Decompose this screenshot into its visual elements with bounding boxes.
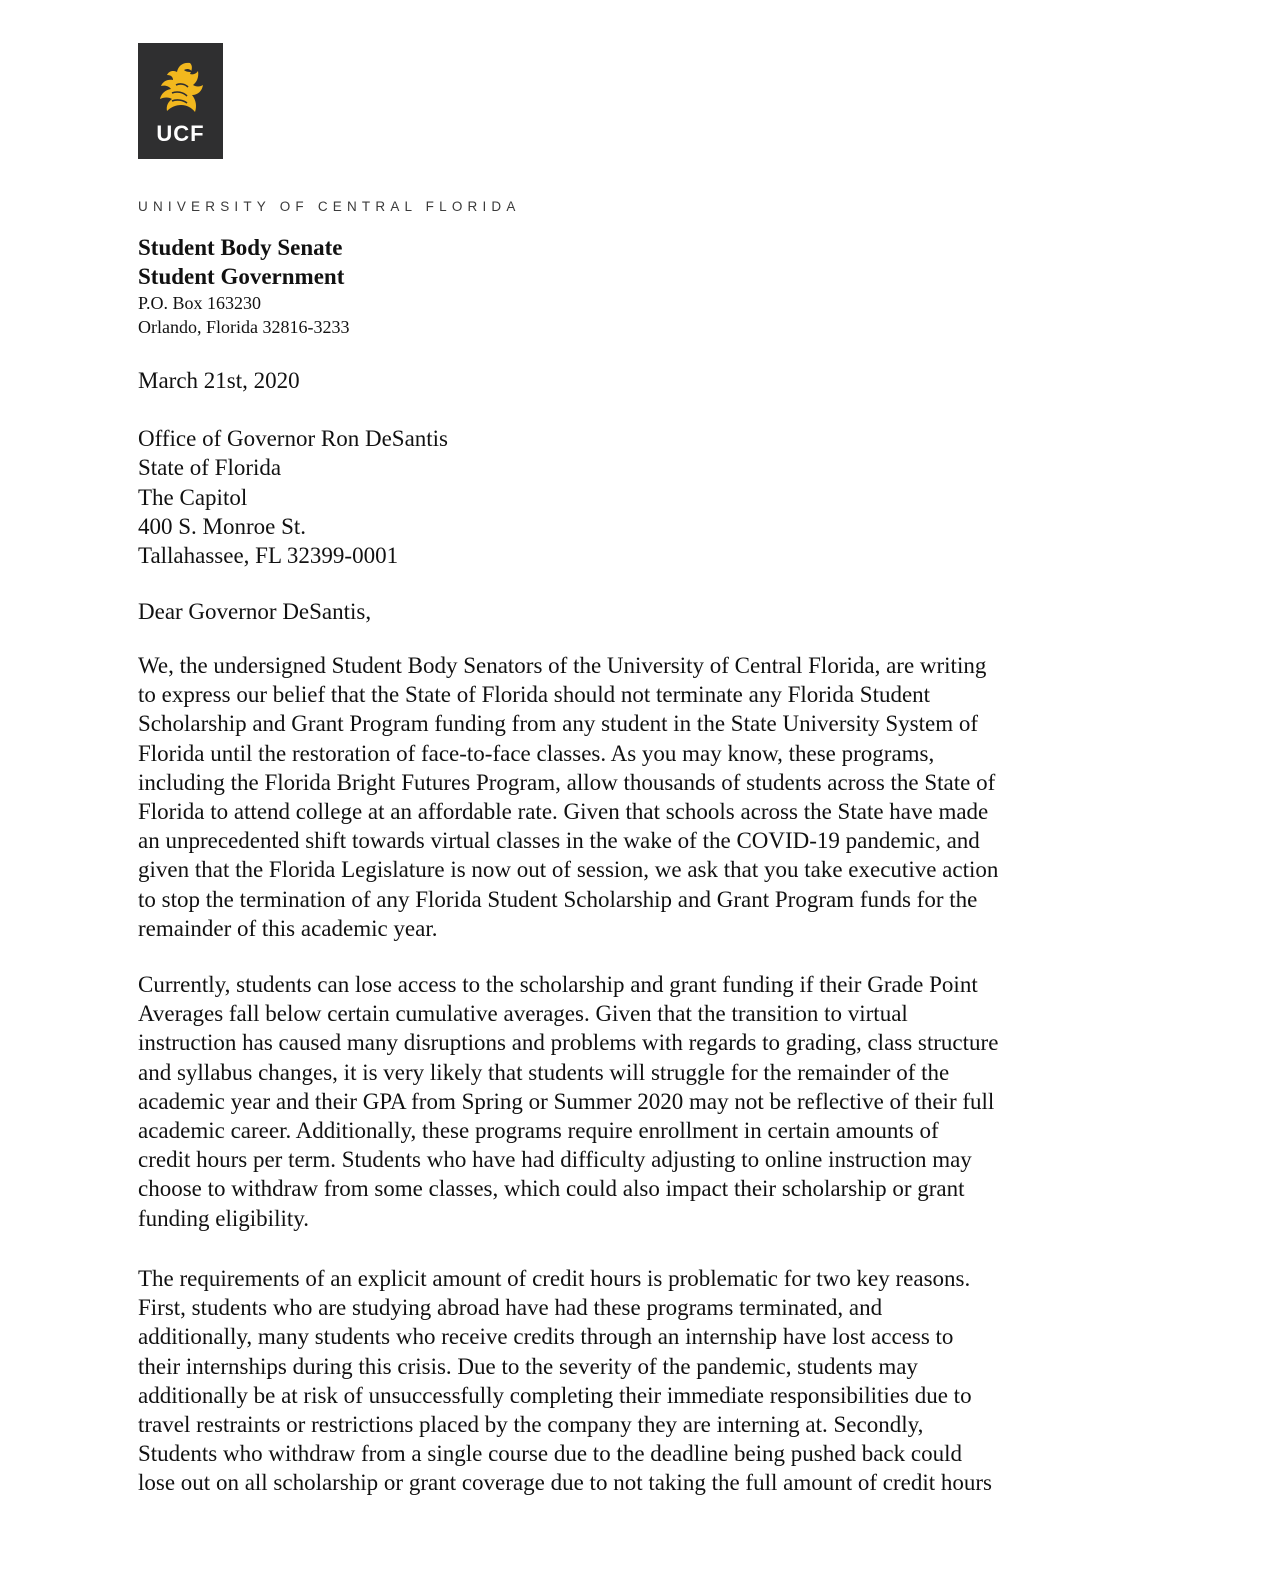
recipient-line-1: Office of Governor Ron DeSantis <box>138 426 449 451</box>
body-paragraph-3 <box>138 1264 1098 1498</box>
logo-text: UCF <box>156 121 205 146</box>
ucf-logo <box>138 43 223 159</box>
pegasus-icon <box>150 57 212 117</box>
sender-block <box>138 233 349 339</box>
paragraph-line: funding eligibility. <box>138 1205 309 1231</box>
paragraph-line: instruction has caused many disruptions and problems with regards to grading, class structure <box>138 1030 999 1056</box>
body-paragraph-1 <box>138 651 1098 943</box>
salutation: Dear Governor DeSantis, <box>138 599 372 624</box>
paragraph-line: Averages fall below certain cumulative averages. Given that the transition to virtual <box>138 1001 908 1027</box>
letter-date: March 21st, 2020 <box>138 368 300 393</box>
paragraph-line: given that the Florida Legislature is now out of session, we ask that you take executive action <box>138 857 999 883</box>
paragraph-line: Scholarship and Grant Program funding from any student in the State University System of <box>138 711 979 737</box>
paragraph-line: academic year and their GPA from Spring or Summer 2020 may not be reflective of their full <box>138 1088 995 1114</box>
paragraph-line: The requirements of an explicit amount of credit hours is problematic for two key reasons. <box>138 1266 971 1291</box>
paragraph-line: to express our belief that the State of Florida should not terminate any Florida Student <box>138 682 931 708</box>
sender-address-1: P.O. Box 163230 <box>138 293 262 313</box>
paragraph-line: additionally be at risk of unsuccessfully completing their immediate responsibilities due to <box>138 1382 972 1408</box>
university-name: UNIVERSITY OF CENTRAL FLORIDA <box>138 199 521 214</box>
sender-address-2: Orlando, Florida 32816-3233 <box>138 317 350 337</box>
recipient-block <box>138 424 448 570</box>
paragraph-line: Florida until the restoration of face-to-face classes. As you may know, these programs, <box>138 740 935 766</box>
paragraph-line: and syllabus changes, it is very likely that students will struggle for the remainder of the <box>138 1059 950 1085</box>
paragraph-line: additionally, many students who receive credits through an internship have lost access to <box>138 1324 954 1350</box>
paragraph-line: academic career. Additionally, these programs require enrollment in certain amounts of <box>138 1118 939 1144</box>
paragraph-line: travel restraints or restrictions placed by the company they are interning at. Secondly, <box>138 1412 924 1438</box>
paragraph-line: to stop the termination of any Florida Student Scholarship and Grant Program funds for the <box>138 886 978 912</box>
paragraph-line: their internships during this crisis. Due to the severity of the pandemic, students may <box>138 1353 918 1379</box>
paragraph-line: Florida to attend college at an affordable rate. Given that schools across the State have made <box>138 799 989 825</box>
paragraph-line: an unprecedented shift towards virtual classes in the wake of the COVID-19 pandemic, and <box>138 828 980 854</box>
sender-line-2: Student Government <box>138 264 345 289</box>
paragraph-line: First, students who are studying abroad have had these programs terminated, and <box>138 1295 883 1321</box>
paragraph-line: We, the undersigned Student Body Senators of the University of Central Florida, are writing <box>138 653 987 678</box>
paragraph-line: credit hours per term. Students who have had difficulty adjusting to online instruction may <box>138 1147 972 1173</box>
sender-line-1: Student Body Senate <box>138 235 343 260</box>
paragraph-line: Currently, students can lose access to the scholarship and grant funding if their Grade Point <box>138 972 978 997</box>
paragraph-line: remainder of this academic year. <box>138 915 438 941</box>
recipient-line-4: 400 S. Monroe St. <box>138 513 307 539</box>
paragraph-line: Students who withdraw from a single course due to the deadline being pushed back could <box>138 1441 962 1467</box>
paragraph-line: lose out on all scholarship or grant coverage due to not taking the full amount of credit hours <box>138 1470 992 1496</box>
recipient-line-5: Tallahassee, FL 32399-0001 <box>138 543 399 569</box>
body-paragraph-2 <box>138 970 1098 1233</box>
recipient-line-3: The Capitol <box>138 484 248 510</box>
recipient-line-2: State of Florida <box>138 455 282 481</box>
paragraph-line: including the Florida Bright Futures Program, allow thousands of students across the State of <box>138 769 996 795</box>
paragraph-line: choose to withdraw from some classes, which could also impact their scholarship or grant <box>138 1176 965 1202</box>
